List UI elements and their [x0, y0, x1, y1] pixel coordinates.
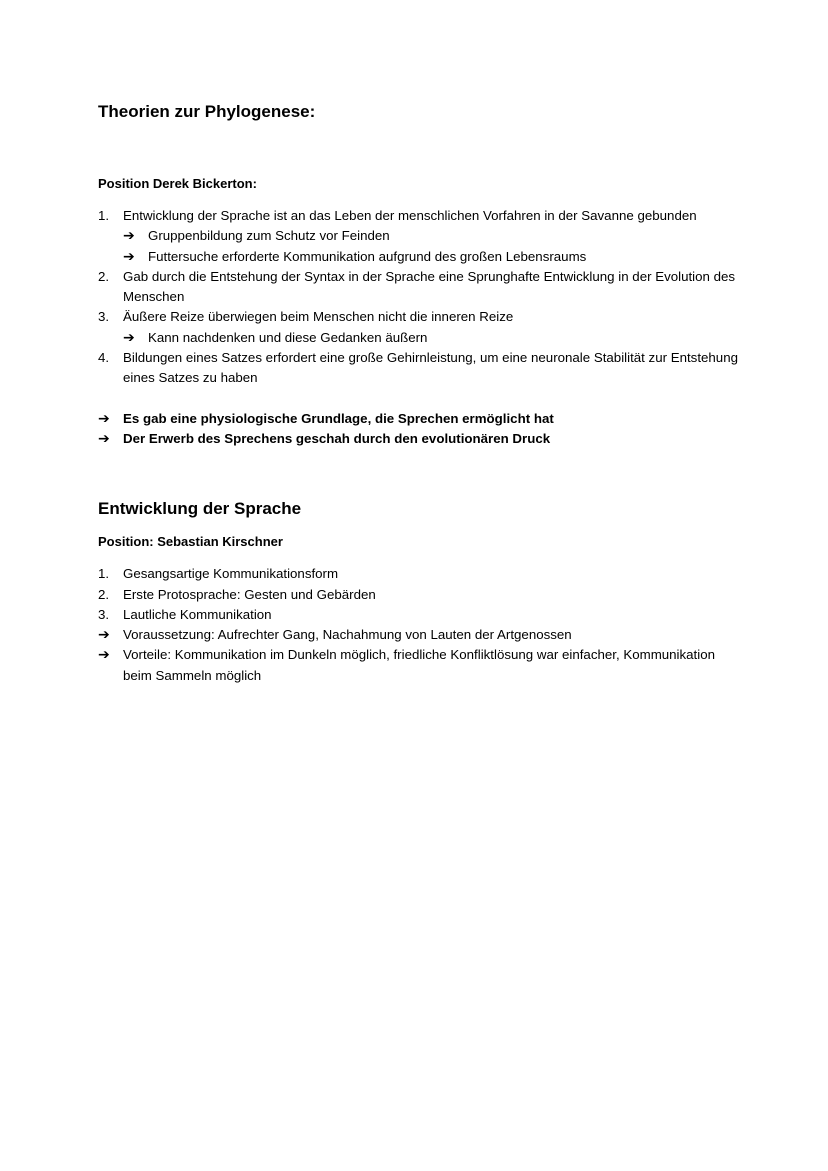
arrow-right-icon: ➔: [98, 647, 110, 664]
list-item: [98, 348, 738, 389]
list-item-text: Erste Protosprache: Gesten und Gebärden: [123, 586, 376, 602]
list-number: 3.: [98, 309, 110, 325]
list-number: 3.: [98, 606, 110, 622]
arrow-item-text: Vorteile: Kommunikation im Dunkeln möglich, friedliche Konfliktlösung war einfacher, Kommunikation beim Sammeln möglich: [123, 647, 715, 683]
arrow-right-icon: ➔: [98, 627, 110, 644]
section2-list: [98, 564, 738, 625]
conclusion-text: Es gab eine physiologische Grundlage, die Sprechen ermöglicht hat: [123, 410, 554, 426]
arrow-right-icon: ➔: [123, 248, 135, 265]
list-item-text: Äußere Reize überwiegen beim Menschen nicht die inneren Reize: [123, 309, 514, 325]
spacer: [98, 521, 738, 533]
list-item-text: Gab durch die Entstehung der Syntax in der Sprache eine Sprunghafte Entwicklung in der Evolution des Menschen: [123, 268, 736, 305]
spacer: [98, 193, 738, 206]
list-item: [98, 605, 738, 625]
list-item: [98, 267, 738, 308]
list-number: 2.: [98, 586, 110, 602]
conclusion-item: [98, 409, 738, 429]
conclusion-item: [98, 429, 738, 449]
list-number: 4.: [98, 350, 110, 366]
arrow-item: [98, 625, 738, 645]
sub-item: [98, 328, 738, 348]
document-content: [98, 100, 738, 686]
section2-subtitle: Position: Sebastian Kirschner: [98, 534, 283, 550]
sub-item-text: Kann nachdenken und diese Gedanken äußern: [148, 329, 428, 345]
spacer: [98, 389, 738, 409]
list-item: [98, 206, 738, 226]
arrow-right-icon: ➔: [123, 228, 135, 245]
spacer: [98, 124, 738, 175]
section1-subtitle: Position Derek Bickerton:: [98, 176, 257, 191]
arrow-right-icon: ➔: [123, 329, 135, 346]
list-number: 2.: [98, 268, 110, 284]
arrow-item-text: Voraussetzung: Aufrechter Gang, Nachahmung von Lauten der Artgenossen: [123, 627, 572, 643]
list-item-text: Bildungen eines Satzes erfordert eine große Gehirnleistung, um eine neuronale Stabilität zur Entstehung eines Satzes zu haben: [123, 350, 738, 386]
section1-title: Theorien zur Phylogenese:: [98, 102, 316, 121]
spacer: [98, 551, 738, 564]
sub-item-text: Gruppenbildung zum Schutz vor Feinden: [148, 228, 390, 244]
list-item: [98, 564, 738, 584]
sub-item: [98, 247, 738, 267]
conclusion-text: Der Erwerb des Sprechens geschah durch den evolutionären Druck: [123, 430, 551, 446]
list-item-text: Lautliche Kommunikation: [123, 606, 272, 622]
list-number: 1.: [98, 208, 110, 223]
arrow-item: [98, 645, 738, 686]
list-item-text: Gesangsartige Kommunikationsform: [123, 566, 339, 582]
section2-title: Entwicklung der Sprache: [98, 499, 302, 519]
arrow-right-icon: ➔: [98, 430, 110, 447]
list-item: [98, 307, 738, 327]
list-item-text: Entwicklung der Sprache ist an das Leben der menschlichen Vorfahren in der Savanne gebunden: [123, 208, 697, 223]
sub-item: [98, 226, 738, 246]
list-number: 1.: [98, 566, 110, 582]
sub-item-text: Futtersuche erforderte Kommunikation aufgrund des großen Lebensraums: [148, 248, 587, 264]
spacer: [98, 449, 738, 497]
list-item: [98, 585, 738, 605]
arrow-right-icon: ➔: [98, 410, 110, 427]
section1-list: [98, 206, 738, 389]
